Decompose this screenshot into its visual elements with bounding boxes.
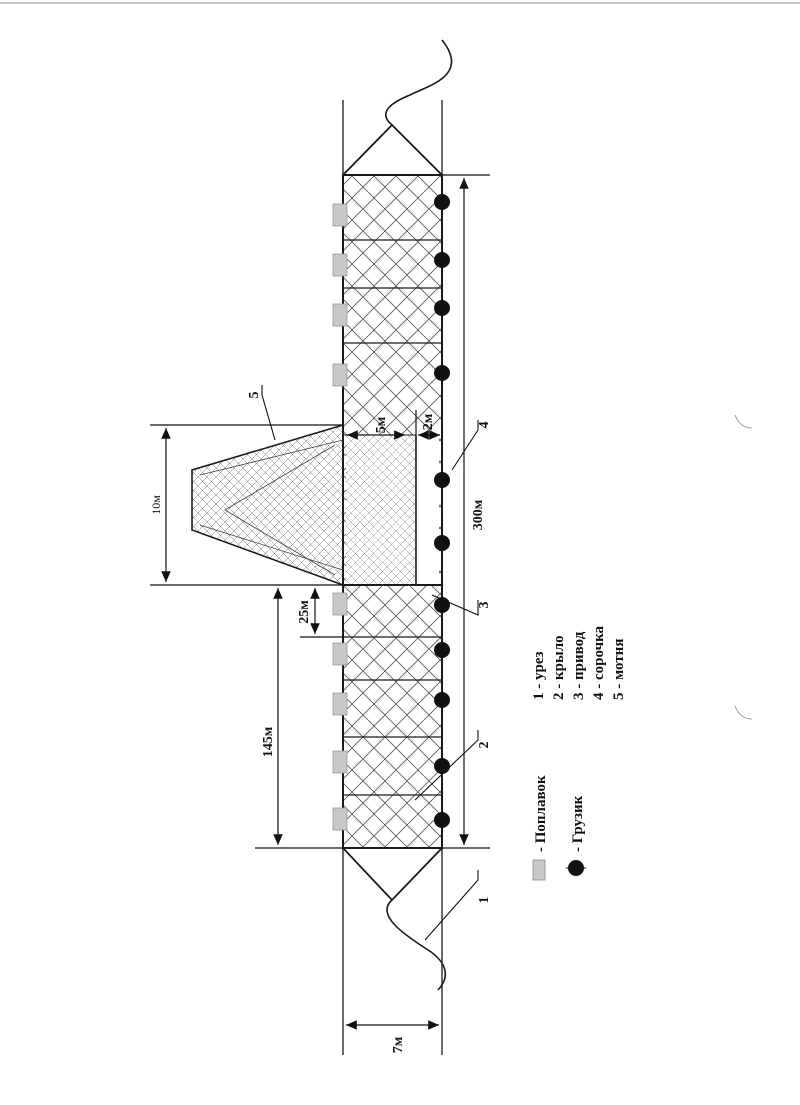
float (333, 643, 347, 665)
float (333, 693, 347, 715)
punch-mark (735, 706, 752, 719)
sinker (434, 252, 450, 268)
parts-legend (531, 626, 627, 700)
float (333, 364, 347, 386)
float (333, 593, 347, 615)
dim-300-label: 300м (471, 499, 486, 531)
legend-part-4: 4 - сорочка (591, 626, 607, 700)
sinker (434, 692, 450, 708)
float (333, 751, 347, 773)
sinker (434, 472, 450, 488)
dim-25-label: 25м (297, 600, 312, 624)
sinker (434, 812, 450, 828)
legend-part-2: 2 - крыло (551, 635, 567, 700)
float (333, 304, 347, 326)
legend-float-swatch (533, 860, 545, 880)
callout-3: 3 (477, 601, 492, 609)
bag-trapezoid (192, 425, 343, 585)
sinker (434, 758, 450, 774)
dim-145 (255, 588, 343, 848)
sinker (434, 365, 450, 381)
dim-145-label: 145м (261, 726, 276, 758)
float (333, 808, 347, 830)
punch-mark (735, 415, 752, 428)
callout-4: 4 (477, 421, 492, 429)
callout-5: 5 (247, 391, 262, 399)
float (333, 204, 347, 226)
dim-5-label: 5м (374, 416, 389, 434)
dim-7-label: 7м (391, 1036, 406, 1054)
legend-float-label: - Поплавок (533, 775, 549, 852)
sinker (434, 642, 450, 658)
callout-2: 2 (477, 741, 492, 749)
sinker (434, 535, 450, 551)
callout-1: 1 (477, 896, 492, 904)
dim-10-label: 10м (149, 495, 163, 515)
legend-part-5: 5 - мотня (611, 638, 627, 700)
bag-entrance-mesh (346, 435, 416, 585)
sinker (434, 300, 450, 316)
legend-part-1: 1 - урез (531, 651, 547, 700)
dim-2-label: 2м (421, 413, 436, 431)
bottom-end-cord (387, 900, 445, 990)
top-bridle (343, 125, 442, 175)
sinker (434, 194, 450, 210)
legend-part-3: 3 - привод (571, 631, 587, 700)
bottom-bridle (343, 848, 442, 900)
legend-sinker-label: - Грузик (570, 795, 586, 852)
float (333, 254, 347, 276)
